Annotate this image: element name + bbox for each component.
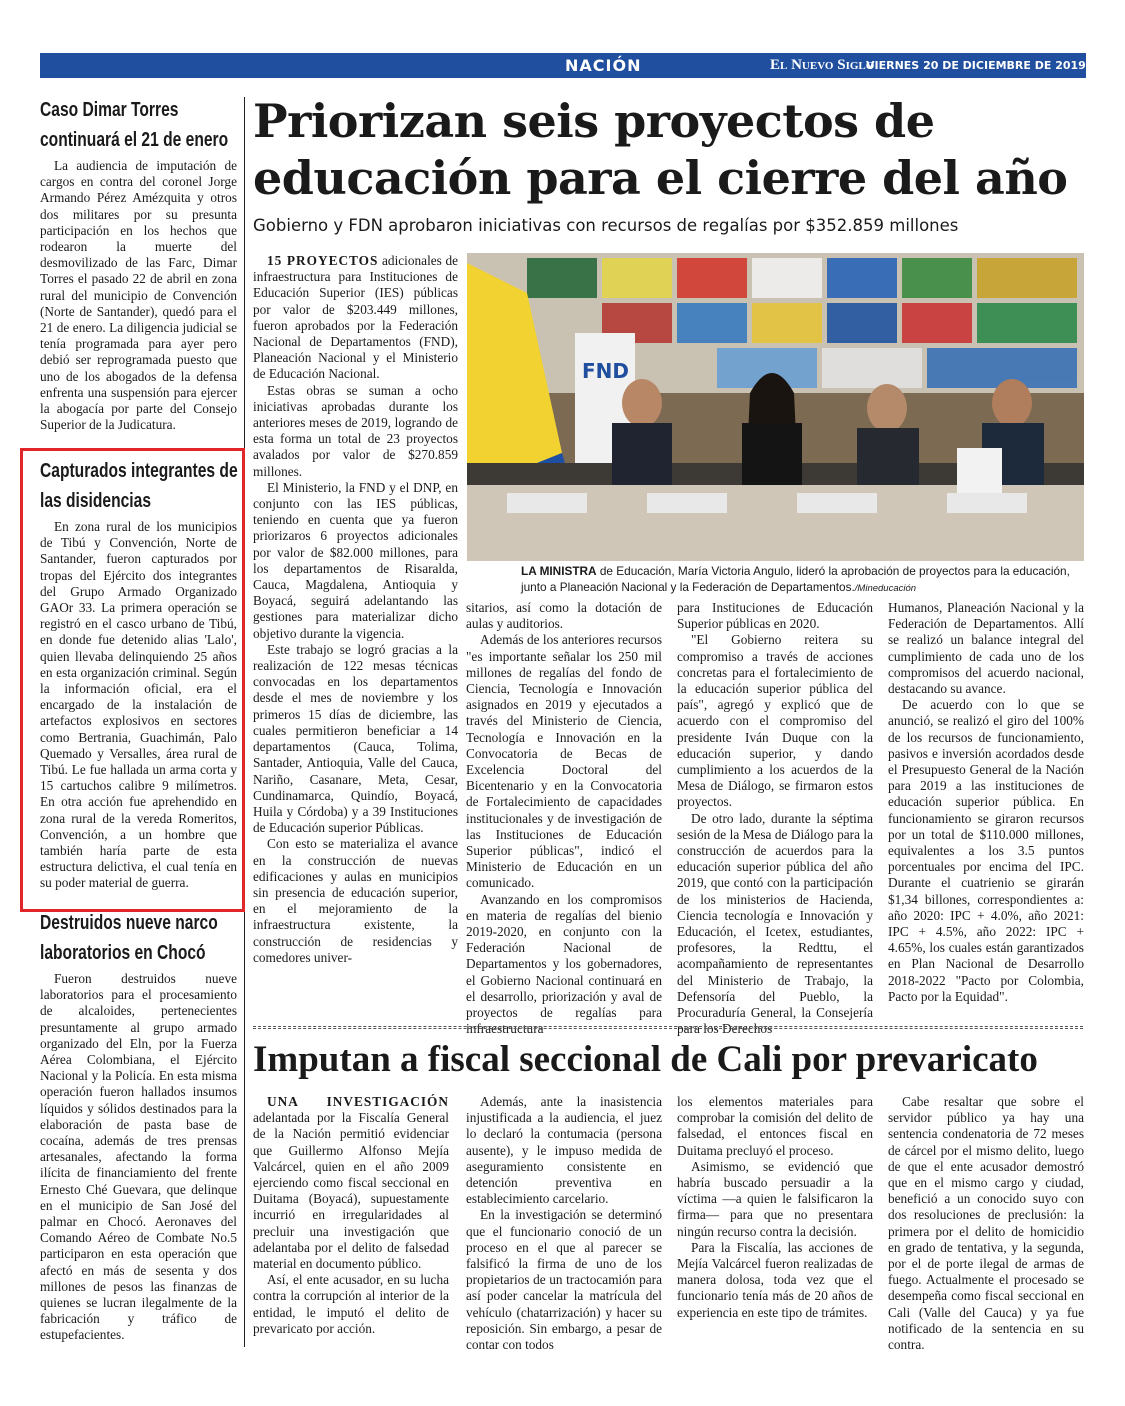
page-number: 9B — [1098, 55, 1123, 75]
article2-column-4 — [888, 1094, 1084, 1353]
article-paragraph: UNA INVESTIGACIÓN adelantada por la Fiscalía General de la Nación permitió evidenciar que Guillermo Alfonso Mejía Valcárcel, quien en el año 2009 ejerciendo como fiscal seccional en Duitama (Boyacá), supuestamente incurrió en irregularidades al precluir una investigación que adelantaba por el delito de falsedad material en documento público. — [253, 1094, 449, 1272]
caption-text: de Educación, María Victoria Angulo, lideró la aprobación de proyectos para la educación, junto a Planeación Nacional y la Federación de Departamentos. — [521, 564, 1070, 594]
article-paragraph: Para la Fiscalía, las acciones de Mejía Valcárcel fueron realizadas de manera dolosa, toda vez que el funcionario tenía más de 20 años de experiencia en este tipo de trámites. — [677, 1239, 873, 1320]
article-paragraph: En la investigación se determinó que el funcionario conoció de un proceso en el que al parecer se falsificó la firma de uno de los propietarios de un tractocamión para así poder cancelar la matrícula del vehículo (chatarrización) y hacer su reposición. Sin embargo, a pesar de contar con todos — [466, 1207, 662, 1353]
article-column-1 — [253, 253, 458, 966]
main-subheadline: Gobierno y FDN aprobaron iniciativas con recursos de regalías por $352.859 millones — [253, 216, 959, 235]
article-paragraph: Asimismo, se evidenció que habría buscado persuadir a la víctima —a quien le falsificaron la firma— para que no presentara ningún recurso contra la decisión. — [677, 1158, 873, 1239]
article-column-2 — [466, 600, 662, 1037]
article-column-3 — [677, 600, 873, 1037]
article-paragraph: Humanos, Planeación Nacional y la Federación de Departamentos. Allí se realizó un balance integral del cumplimiento de cada uno de los compromisos del acuerdo nacional, destacando su avance. — [888, 600, 1084, 697]
article-paragraph: Además, ante la inasistencia injustificada a la audiencia, el juez lo declaró la contumacia (persona ausente), y le impuso medida de aseguramiento consistente en detención preventiva en establecimiento carcelario. — [466, 1094, 662, 1207]
section-name: NACIÓN — [565, 56, 642, 75]
article2-column-3 — [677, 1094, 873, 1321]
brief-title-dimar-torres: Caso Dimar Torres continuará el 21 de enero — [40, 99, 229, 151]
article2-column-1 — [253, 1094, 449, 1337]
article-paragraph: De otro lado, durante la séptima sesión de la Mesa de Diálogo para la construcción de acuerdos para la educación superior pública del año 2019, que contó con la participación de los ministerios de Hacienda, Ciencia tecnología e Innovación y Educación, el Icetex, estudiantes, profesores, la Redttu, el acompañamiento de representantes del Ministerio de Trabajo, la Defensoría del Pueblo, la Procuraduría General, la Consejería para los Derechos — [677, 810, 873, 1037]
article-column-4 — [888, 600, 1084, 1005]
brief-body-capturados: En zona rural de los municipios de Tibú y Convención, Norte de Santander, fueron capturados por tropas del Ejército dos integrantes del Grupo Armado Organizado GAOr 33. La primera operación se registró en el casco urbano de Tibú, en donde fue detenido alias 'Lalo', quien llevaba delinquiendo 25 años en esta organización criminal. Según la información oficial, era el encargado de la instalación de artefactos explosivos en sectores como Bertrania, Guachimán, Palo Quemado y Versalles, área rural de Tibú. Le fue hallada un arma corta y 15 cartuchos calibre 9 milímetros. En otra acción fue aprehendido en zona rural de la vereda Romeritos, Convención, a un hombre que también haría parte de esta estructura delictiva, el cual tenía en su poder material de guerra. — [40, 519, 237, 891]
svg-text:FND: FND — [582, 359, 630, 383]
caption-lead: LA MINISTRA — [521, 564, 597, 578]
article-paragraph: Así, el ente acusador, en su lucha contra la corrupción al interior de la entidad, le imputó el delito de prevaricato por acción. — [253, 1272, 449, 1336]
masthead-bar — [40, 53, 1123, 78]
photo-caption — [521, 563, 1081, 597]
brief-title-laboratorios: Destruidos nueve narco laboratorios en Chocó — [40, 912, 218, 964]
article-paragraph: Estas obras se suman a ocho iniciativas aprobadas durante los anteriores meses de 2019, logrando de esta forma un total de 23 proyectos avalados por valor de $270.859 millones. — [253, 382, 458, 479]
article-paragraph: "El Gobierno reitera su compromiso a través de acciones concretas para el fortalecimiento de la educación superior pública del país", agregó y explicó que de acuerdo con el compromiso del presidente Iván Duque con la educación superior, y dando cumplimiento a los acuerdos de la Mesa de Diálogo, se firmaron estos proyectos. — [677, 632, 873, 810]
photo-credit: /Mineducación — [854, 583, 917, 594]
main-headline: Priorizan seis proyectos de educación para el cierre del año — [253, 94, 1068, 205]
brief-body-laboratorios: Fueron destruidos nueve laboratorios para el procesamiento de alcaloides, pertenecientes presuntamente al grupo armado organizado del Eln, por la Fuerza Aérea Colombiana, el Ejército Nacional y la Policía. En esta misma operación fueron hallados insumos líquidos y sólidos destinados para la elaboración de pasta base de cocaína, además de tres prensas artesanales, afectando la forma ilícita de financiamiento del frente Ernesto Ché Guevara, que delinque en el municipio de San José del palmar en Chocó. Aeronaves del Comando Aéreo de Combate No.5 participaron en esta operación que afectó en más de sesenta y dos millones de pesos las finanzas de quienes se lucran ilegalmente de la fabricación y tráfico de estupefacientes. — [40, 971, 237, 1343]
article-paragraph: para Instituciones de Educación Superior públicas en 2020. — [677, 600, 873, 632]
article-paragraph: Avanzando en los compromisos en materia de regalías del bienio 2019-2020, en conjunto con la Federación Nacional de Departamentos y los gobernadores, el Gobierno Nacional continuará en el desarrollo, priorización y aval de proyectos de regalías para infraestructura — [466, 891, 662, 1037]
article2-column-2 — [466, 1094, 662, 1353]
photo-illustration — [467, 253, 1084, 561]
article-paragraph: Este trabajo se logró gracias a la realización de 122 mesas técnicas convocadas en los departamentos desde el mes de noviembre y los primeros 15 días de diciembre, las cuales permitieron beneficiar a 14 departamentos (Cauca, Tolima, Santader, Antioquia, Valle del Cauca, Nariño, Casanare, Meta, Cesar, Cundinamarca, Quindío, Boyacá, Huila y Córdoba) y a 39 Instituciones de Educación superior Públicas. — [253, 641, 458, 836]
lead-caps: UNA INVESTIGACIÓN — [267, 1094, 449, 1109]
article-paragraph: los elementos materiales para comprobar la comisión del delito de falsedad, el entonces fiscal en Duitama precluyó el proceso. — [677, 1094, 873, 1158]
issue-date: VIERNES 20 DE DICIEMBRE DE 2019 — [866, 59, 1086, 72]
lead-caps: 15 PROYECTOS — [267, 253, 379, 268]
article-paragraph: De acuerdo con lo que se anunció, se realizó el giro del 100% de los recursos de funcionamiento, pasivos e inversión acordados desde el Presupuesto General de la Nación para 2019 a las instituciones de educación superior pública. En funcionamiento se giraron recursos por un total de $110.000 millones, equivalentes a los 3.5 puntos porcentuales por encima del IPC. Durante el cuatrienio se girarán $1,34 billones, correspondientes a: año 2020: IPC + 4.0%, año 2021: IPC + 4.5%, año 2022: IPC + 4.65%, los cuales están garantizados en Plan Nacional de Desarrollo 2018-2022 "Pacto por Colombia, Pacto por la Equidad". — [888, 697, 1084, 1004]
article-paragraph: sitarios, así como la dotación de aulas y auditorios. — [466, 600, 662, 632]
brief-body-dimar-torres: La audiencia de imputación de cargos en contra del coronel Jorge Armando Pérez Amézquita y otros dos militares por su presunta participación en los hechos que rodearon la muerte del desmovilizado de las Farc, Dimar Torres el pasado 22 de abril en zona rural del municipio de Convención (Norte de Santander), quedó para el 21 de enero. La diligencia judicial se tenía programada para ayer pero debió ser reprogramada puesto que uno de los abogados de la defensa enfrenta una suspensión para ejercer la abogacía por parte del Consejo Superior de la Judicatura. — [40, 158, 237, 433]
article-paragraph: El Ministerio, la FND y el DNP, en conjunto con las IES públicas, teniendo en cuenta que ya fueron priorizaros 6 proyectos adicionales por valor de $82.000 millones, para los departamentos de Risaralda, Cauca, Magdalena, Antioquia y Boyacá, seguirá adelantando las gestiones para materializar dicho objetivo durante la vigencia. — [253, 479, 458, 641]
article-paragraph: Con esto se materializa el avance en la construcción de nuevas edificaciones y aulas en municipios sin presencia de educación superior, en el mejoramiento de la infraestructura existente, la construcción de residencias y comedores univer- — [253, 836, 458, 965]
secondary-headline: Imputan a fiscal seccional de Cali por prevaricato — [253, 1039, 1038, 1080]
article-paragraph: Cabe resaltar que sobre el servidor público ya hay una sentencia condenatoria de 72 meses de cárcel por el mismo delito, luego de que el ente acusador demostró que en el mismo cargo y ciudad, benefició a un conocido suyo con dos resoluciones de preclusión: la primera por el delito de homicidio en grado de tentativa, y la segunda, por el de porte ilegal de armas de fuego. Actualmente el procesado se desempeña como fiscal seccional en Cali (Valle del Cauca) y ya fue notificado de la sentencia en su contra. — [888, 1094, 1084, 1353]
article-paragraph: Además de los anteriores recursos "es importante señalar los 250 mil millones de regalías del fondo de Ciencia, Tecnología e Innovación asignados en 2019 y ejecutados a través del Ministerio de Ciencia, Tecnología e Innovación en la Convocatoria de Becas de Excelencia Doctoral del Bicentenario y en la Convocatoria de Fortalecimiento de capacidades institucionales y de investigación de las Instituciones de Educación Superior públicas", indicó el Ministerio de Educación en un comunicado. — [466, 632, 662, 891]
press-conference-photo — [467, 253, 1084, 561]
article-separator — [253, 1026, 1083, 1029]
article-paragraph: 15 PROYECTOS adicionales de infraestructura para Instituciones de Educación Superior (IES) públicas por valor de $203.449 millones, fueron aprobados por la Federación Nacional de Departamentos (FND), Planeación Nacional y el Ministerio de Educación Nacional. — [253, 253, 458, 382]
newspaper-name: El Nuevo Siglo — [770, 57, 875, 73]
brief-title-capturados: Capturados integrantes de las disidencias — [40, 460, 238, 512]
